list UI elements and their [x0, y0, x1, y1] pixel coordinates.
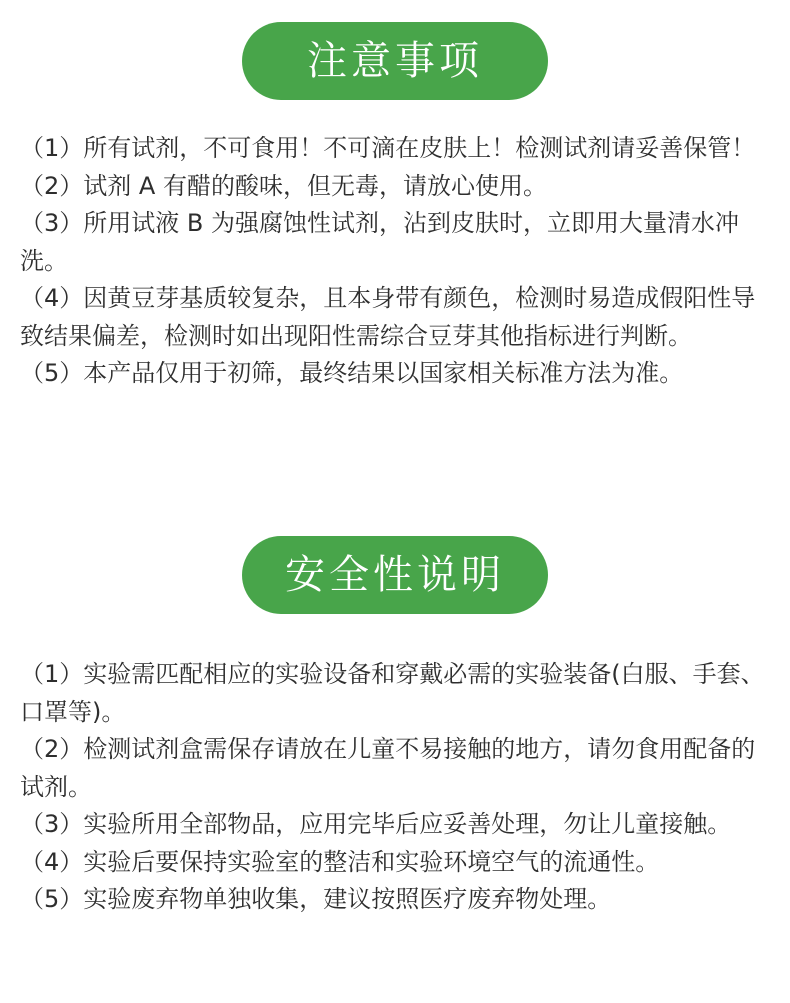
safety-item-1: （1）实验需匹配相应的实验设备和穿戴必需的实验装备(白服、手套、口罩等)。	[20, 660, 765, 726]
safety-item-2: （2）检测试剂盒需保存请放在儿童不易接触的地方，请勿食用配备的试剂。	[20, 735, 756, 801]
notes-item-1: （1）所有试剂，不可食用！不可滴在皮肤上！检测试剂请妥善保管！	[20, 134, 756, 162]
notes-item-5: （5）本产品仅用于初筛，最终结果以国家相关标准方法为准。	[20, 359, 684, 387]
notes-heading-wrap	[0, 22, 790, 100]
notes-section	[0, 22, 790, 393]
notes-item-4: （4）因黄豆芽基质较复杂，且本身带有颜色，检测时易造成假阳性导致结果偏差，检测时如出现阳性需综合豆芽其他指标进行判断。	[20, 284, 756, 350]
notes-list	[0, 130, 790, 393]
notes-item-3: （3）所用试液 B 为强腐蚀性试剂，沾到皮肤时，立即用大量清水冲洗。	[20, 209, 739, 275]
safety-item-4: （4）实验后要保持实验室的整洁和实验环境空气的流通性。	[20, 847, 660, 876]
safety-heading: 安全性说明	[242, 536, 548, 614]
notes-heading: 注意事项	[242, 22, 548, 100]
safety-section	[0, 536, 790, 919]
safety-list	[0, 656, 790, 919]
notes-item-2: （2）试剂 A 有醋的酸味，但无毒，请放心使用。	[20, 171, 547, 200]
safety-item-3: （3）实验所用全部物品，应用完毕后应妥善处理，勿让儿童接触。	[20, 810, 732, 838]
safety-heading-wrap	[0, 536, 790, 614]
safety-item-5: （5）实验废弃物单独收集，建议按照医疗废弃物处理。	[20, 885, 612, 913]
